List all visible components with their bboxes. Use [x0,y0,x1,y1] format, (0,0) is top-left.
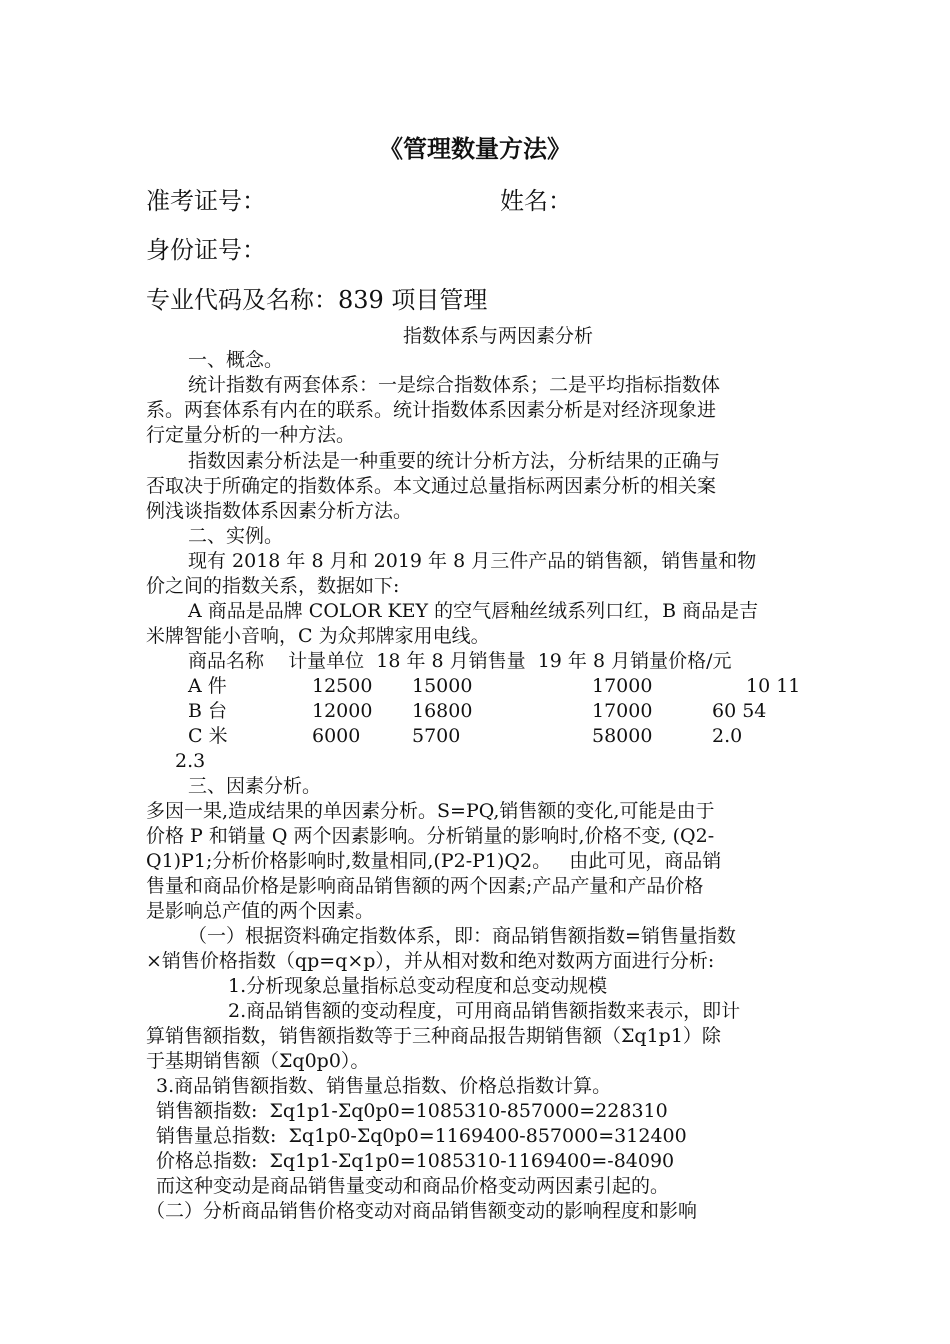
paragraph-line: 3.商品销售额指数、销售量总指数、价格总指数计算。 [156,1075,612,1097]
table-cell: 16800 [412,700,473,722]
table-cell: C 米 [188,725,228,747]
document-title: 《管理数量方法》 [379,134,571,163]
table-cell: 5700 [412,725,461,747]
paragraph-line: 价格 P 和销量 Q 两个因素影响。分析销量的影响时,价格不变, (Q2- [146,825,715,847]
paragraph-line: 于基期销售额（Σq0p0）。 [146,1050,370,1072]
paragraph-line: （一）根据资料确定指数体系，即：商品销售额指数=销售量指数 [188,925,736,947]
table-cell: 60 54 [712,700,767,722]
paragraph-line: 价之间的指数关系，数据如下: [146,575,400,597]
paragraph-line: 售量和商品价格是影响商品销售额的两个因素;产品产量和产品价格 [146,875,704,897]
table-cell: B 台 [188,700,228,722]
paragraph-line: 指数因素分析法是一种重要的统计分析方法，分析结果的正确与 [188,450,721,472]
section-title: 指数体系与两因素分析 [402,325,593,347]
paragraph-line: 例浅谈指数体系因素分析方法。 [146,500,413,522]
paragraph-line: 2.商品销售额的变动程度，可用商品销售额指数来表示，即计 [228,1000,741,1022]
paragraph-line: 是影响总产值的两个因素。 [146,900,375,922]
table-cell: A 件 [188,675,227,697]
paragraph-line: 算销售额指数，销售额指数等于三种商品报告期销售额（Σq1p1）除 [146,1025,721,1047]
exam-id-label: 准考证号： [146,187,266,215]
table-cell: 17000 [592,675,653,697]
table-cell: 15000 [412,675,473,697]
heading-factor-analysis: 三、因素分析。 [188,775,322,797]
paragraph-line: 否取决于所确定的指数体系。本文通过总量指标两因素分析的相关案 [146,475,717,497]
paragraph-line: 系。两套体系有内在的联系。统计指数体系因素分析是对经济现象进 [146,399,717,421]
paragraph-line: 行定量分析的一种方法。 [146,424,356,446]
paragraph-line: ×销售价格指数（qp=q×p），并从相对数和绝对数两方面进行分析: [146,950,715,972]
paragraph-line: Q1)P1;分析价格影响时,数量相同,(P2-P1)Q2。 由此可见，商品销 [146,850,722,872]
major-label: 专业代码及名称：839 项目管理 [146,286,488,314]
paragraph-line: 米牌智能小音响，C 为众邦牌家用电线。 [146,625,490,647]
table-cell: 2.0 [712,725,743,747]
heading-example: 二、实例。 [188,525,284,547]
paragraph-line: 1.分析现象总量指标总变动程度和总变动规模 [228,975,608,997]
table-cell: 12000 [312,700,373,722]
paragraph-line: （二）分析商品销售价格变动对商品销售额变动的影响程度和影响 [146,1200,698,1222]
paragraph-line: 而这种变动是商品销售量变动和商品价格变动两因素引起的。 [156,1175,670,1197]
paragraph-line: 现有 2018 年 8 月和 2019 年 8 月三件产品的销售额，销售量和物 [188,550,757,572]
formula-line: 销售量总指数: Σq1p0-Σq0p0=1169400-857000=312400 [156,1125,687,1147]
table-cell: 6000 [312,725,361,747]
id-card-label: 身份证号： [146,236,266,264]
paragraph-line: 多因一果,造成结果的单因素分析。S=PQ,销售额的变化,可能是由于 [146,800,715,822]
table-tail-value: 2.3 [175,750,206,772]
formula-line: 销售额指数: Σq1p1-Σq0p0=1085310-857000=228310 [156,1100,668,1122]
formula-line: 价格总指数: Σq1p1-Σq1p0=1085310-1169400=-84090 [156,1150,675,1172]
table-cell: 10 11 [746,675,801,697]
paragraph-line: A 商品是品牌 COLOR KEY 的空气唇釉丝绒系列口红，B 商品是吉 [188,600,759,622]
table-cell: 17000 [592,700,653,722]
paragraph-line: 统计指数有两套体系：一是综合指数体系；二是平均指标指数体 [188,374,721,396]
table-cell: 58000 [592,725,653,747]
heading-concept: 一、概念。 [188,349,284,371]
table-header: 商品名称 计量单位 18 年 8 月销售量 19 年 8 月销量价格/元 [188,650,732,672]
table-cell: 12500 [312,675,373,697]
name-label: 姓名： [500,187,572,215]
